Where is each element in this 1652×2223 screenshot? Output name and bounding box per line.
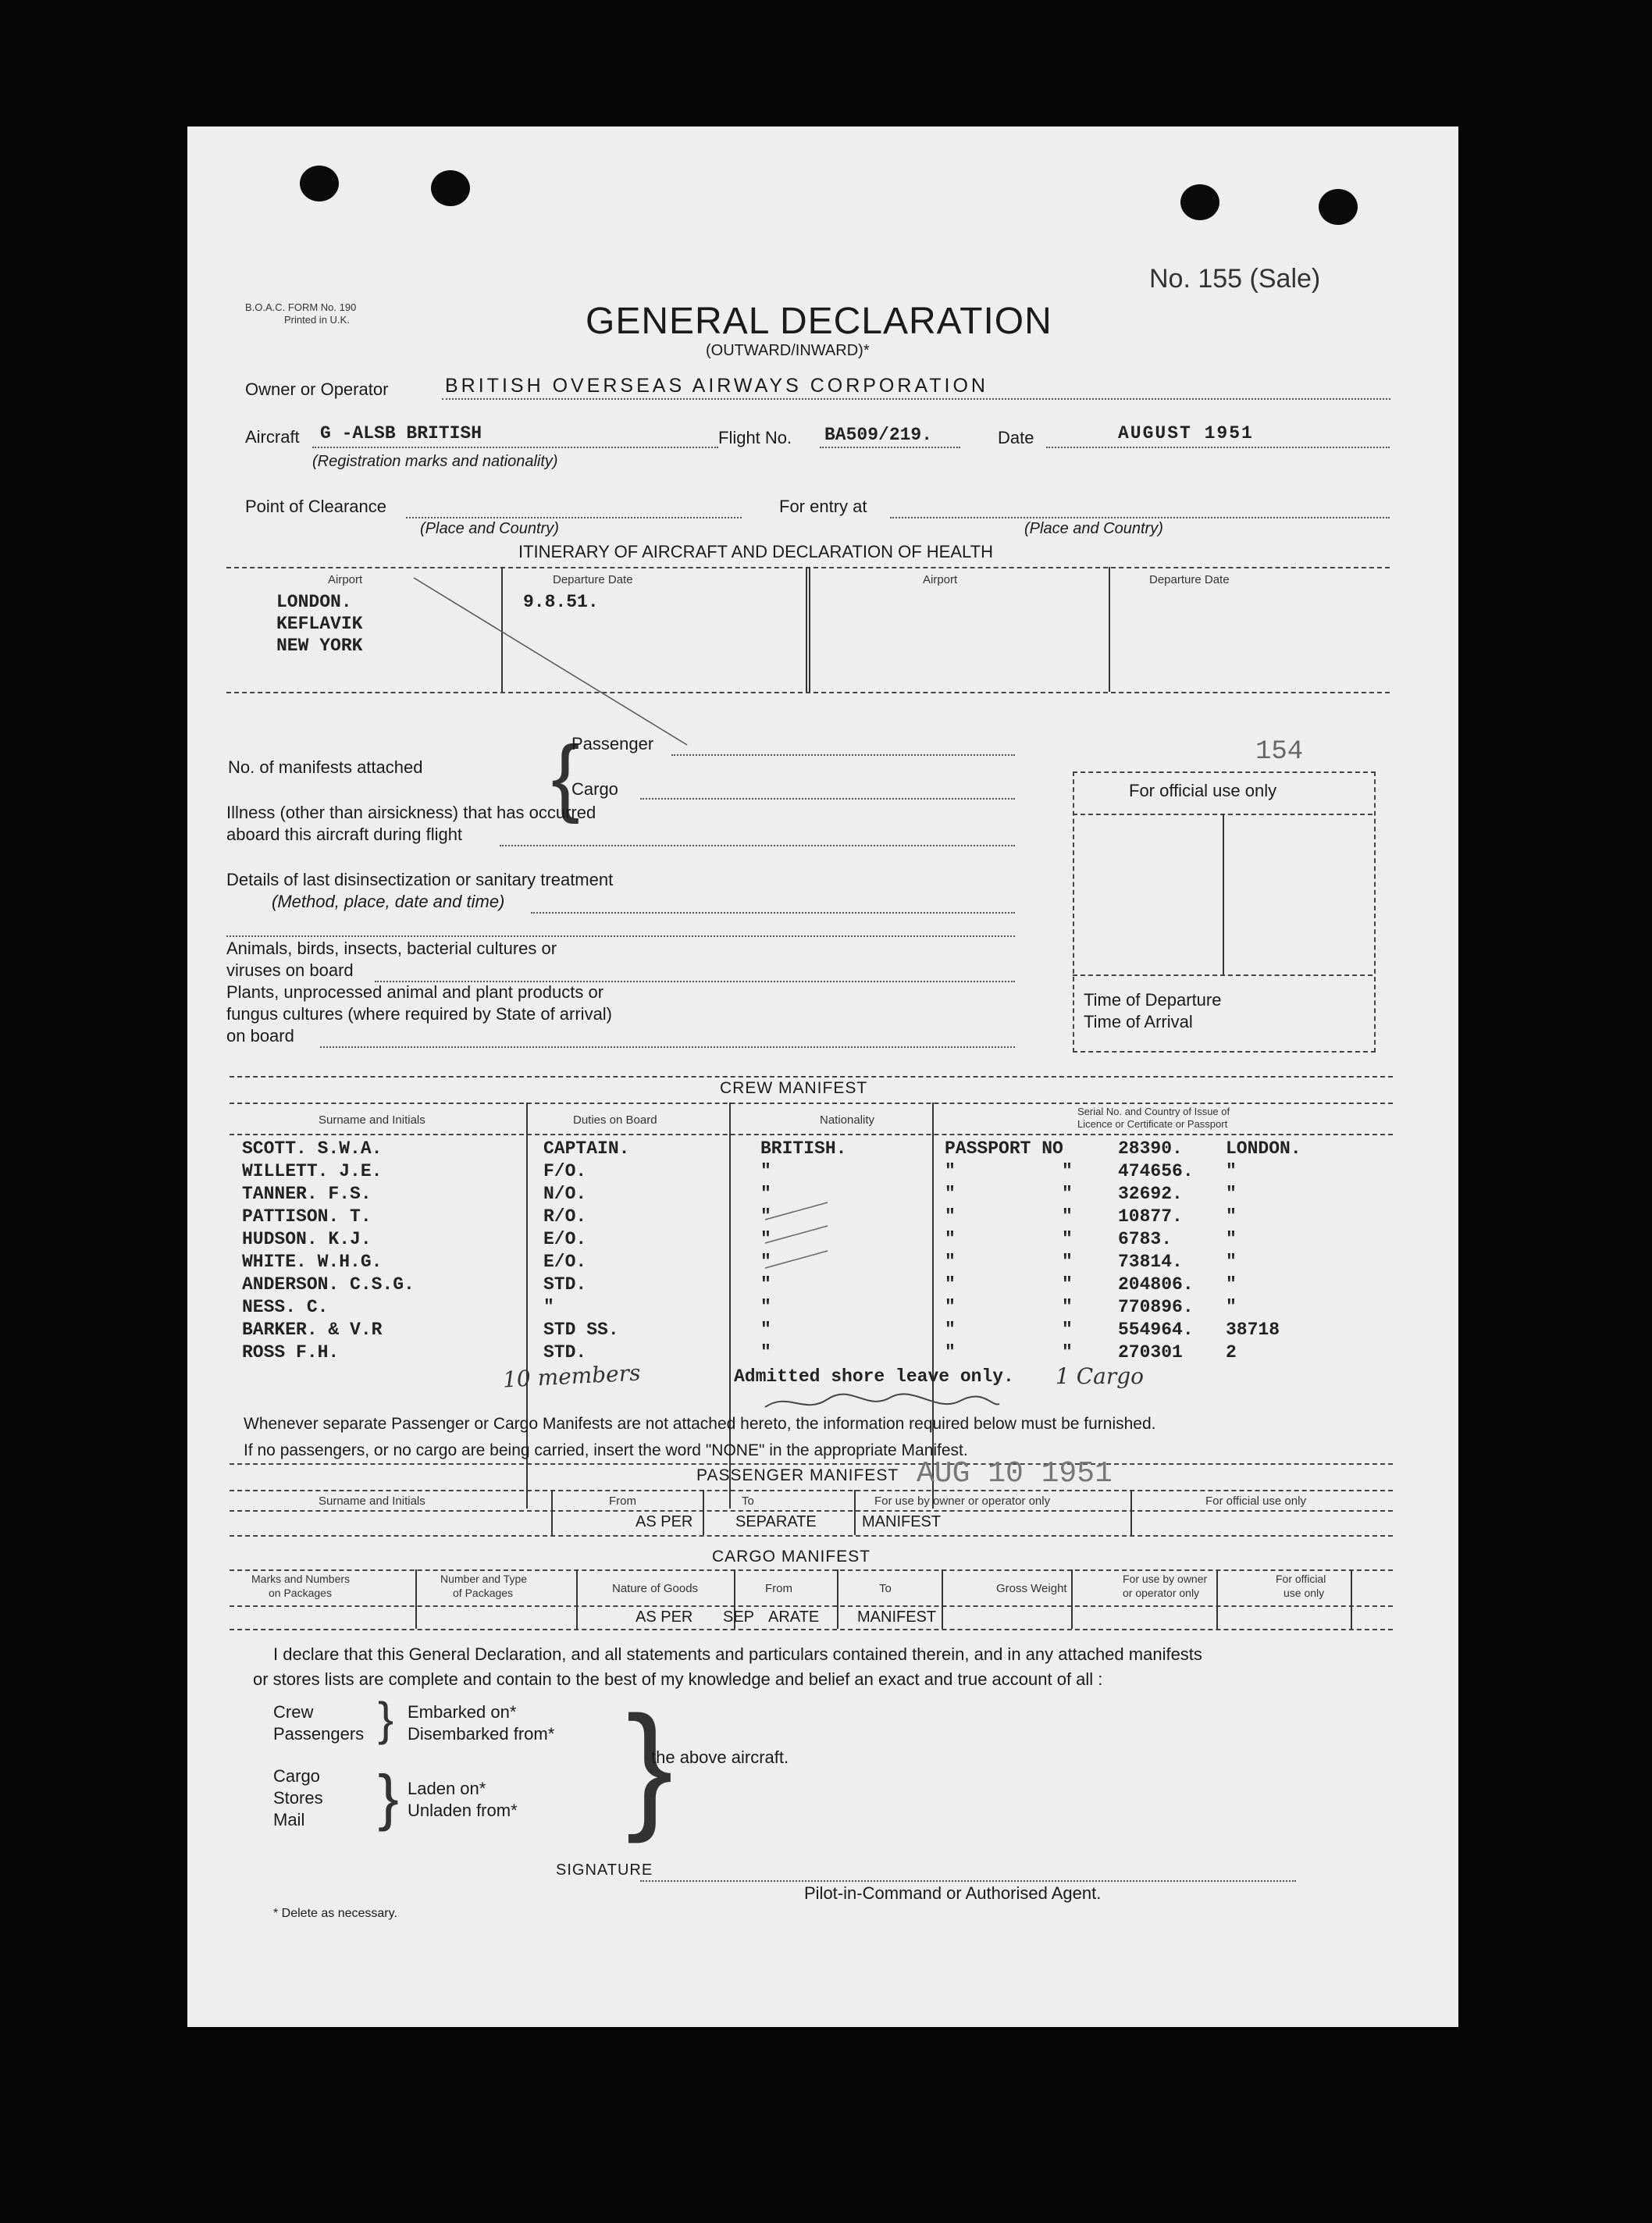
cargo-label: Cargo [273, 1766, 320, 1786]
itinerary-airport-1: LONDON. [276, 592, 352, 612]
crew-col-duties: Duties on Board [573, 1113, 657, 1127]
cargo-entry-2: SEP [723, 1608, 755, 1626]
plants-question-3: on board [226, 1026, 294, 1046]
passenger-entry-3: MANIFEST [862, 1513, 942, 1530]
cargo-col-official-2: use only [1284, 1587, 1325, 1599]
crew-passport-number: 10877. [1118, 1206, 1183, 1227]
itinerary-title: ITINERARY OF AIRCRAFT AND DECLARATION OF HEALTH [518, 542, 993, 561]
crew-passport-col-2: " [1062, 1342, 1073, 1363]
clearance-note: (Place and Country) [420, 520, 559, 537]
crew-name: ANDERSON. C.S.G. [242, 1274, 415, 1295]
crew-passport-col-1: PASSPORT NO [945, 1138, 1063, 1159]
crew-passport-col-1: " [945, 1274, 956, 1295]
form-reference: B.O.A.C. FORM No. 190 [245, 301, 357, 313]
crew-passport-col-3: " [1226, 1206, 1237, 1227]
crew-passport-number: 770896. [1118, 1297, 1194, 1317]
shore-leave-note: Admitted shore leave only. [734, 1366, 1014, 1387]
crew-nationality: " [760, 1229, 771, 1249]
cargo-manifest-label: Cargo [571, 779, 618, 799]
crew-passport-col-3: " [1226, 1252, 1237, 1272]
crew-passport-col-3: " [1226, 1184, 1237, 1204]
crew-passport-number: 554964. [1118, 1320, 1194, 1340]
cargo-col-owner: For use by owner [1123, 1573, 1208, 1585]
passenger-col-name: Surname and Initials [319, 1494, 425, 1508]
crew-passport-col-3: " [1226, 1161, 1237, 1181]
cargo-entry-4: MANIFEST [857, 1608, 937, 1626]
crew-passport-col-1: " [945, 1297, 956, 1317]
passenger-entry-2: SEPARATE [735, 1513, 817, 1530]
form-number: No. 155 (Sale) [1149, 264, 1321, 294]
crew-name: NESS. C. [242, 1297, 329, 1317]
crew-nationality: " [760, 1320, 771, 1340]
crew-duty: F/O. [543, 1161, 587, 1181]
ditto-strokes [734, 1134, 1015, 1368]
crew-passport-number: 474656. [1118, 1161, 1194, 1181]
instructions-line-2: If no passengers, or no cargo are being carried, insert the word "NONE" in the appropriate Manifest. [244, 1441, 968, 1459]
aircraft-label: Aircraft [245, 427, 300, 447]
crew-nationality: " [760, 1184, 771, 1204]
declaration-form-page [187, 126, 1458, 2027]
crew-duty: N/O. [543, 1184, 587, 1204]
crew-col-name: Surname and Initials [319, 1113, 425, 1127]
crew-passport-col-1: " [945, 1229, 956, 1249]
illness-question-2: aboard this aircraft during flight [226, 825, 463, 844]
crew-passport-col-3: " [1226, 1274, 1237, 1295]
crew-passport-col-2: " [1062, 1320, 1073, 1340]
passenger-entry-1: AS PER [636, 1513, 693, 1530]
cargo-entry-3: ARATE [768, 1608, 820, 1626]
passenger-col-official: For official use only [1205, 1494, 1306, 1508]
declaration-line-2: or stores lists are complete and contain to the best of my knowledge and belief an exact and true account of all : [253, 1669, 1103, 1689]
cargo-col-to: To [879, 1582, 892, 1595]
crew-passport-number: 73814. [1118, 1252, 1183, 1272]
itinerary-airport-2: KEFLAVIK [276, 614, 363, 634]
disinsect-note: (Method, place, date and time) [272, 892, 505, 911]
signature-label: SIGNATURE [556, 1861, 653, 1879]
date-stamp: AUG 10 1951 [917, 1457, 1113, 1491]
crew-passport-col-3: " [1226, 1229, 1237, 1249]
brace-icon: { [551, 729, 580, 825]
cargo-col-official: For official [1276, 1573, 1326, 1585]
crew-nationality: " [760, 1252, 771, 1272]
crew-passport-col-2: " [1062, 1184, 1073, 1204]
entry-label: For entry at [779, 497, 867, 516]
crew-nationality: " [760, 1274, 771, 1295]
crew-col-passport: Serial No. and Country of Issue of [1077, 1106, 1230, 1117]
crew-name: ROSS F.H. [242, 1342, 340, 1363]
plants-question-2: fungus cultures (where required by State of arrival) [226, 1004, 613, 1024]
crew-name: TANNER. F.S. [242, 1184, 372, 1204]
official-use-title: For official use only [1129, 781, 1277, 800]
crew-passport-number: 28390. [1118, 1138, 1183, 1159]
footnote: * Delete as necessary. [273, 1907, 397, 1920]
crew-col-nationality: Nationality [820, 1113, 875, 1127]
crew-passport-col-1: " [945, 1342, 956, 1363]
cargo-col-owner-2: or operator only [1123, 1587, 1200, 1599]
strike-through-line [187, 126, 1458, 751]
crew-passport-col-2: " [1062, 1274, 1073, 1295]
signatory-label: Pilot-in-Command or Authorised Agent. [804, 1883, 1102, 1903]
plants-question: Plants, unprocessed animal and plant products or [226, 982, 604, 1002]
animals-question: Animals, birds, insects, bacterial cultures or [226, 939, 557, 958]
above-aircraft-label: the above aircraft. [651, 1747, 789, 1767]
itinerary-airport-3: NEW YORK [276, 636, 363, 656]
flight-label: Flight No. [718, 428, 792, 447]
crew-duty: E/O. [543, 1252, 587, 1272]
crew-passport-col-3: " [1226, 1297, 1237, 1317]
crew-passport-col-1: " [945, 1184, 956, 1204]
itinerary-departure-date: 9.8.51. [523, 592, 599, 612]
entry-note: (Place and Country) [1024, 520, 1163, 537]
crew-passport-col-1: " [945, 1206, 956, 1227]
page-subtitle: (OUTWARD/INWARD)* [706, 342, 870, 359]
crew-manifest-title: CREW MANIFEST [720, 1079, 868, 1097]
brace-icon: } [378, 1693, 394, 1745]
cargo-col-weight: Gross Weight [996, 1582, 1067, 1595]
brace-icon: } [626, 1687, 674, 1844]
date-label: Date [998, 428, 1034, 447]
stamp-number: 154 [1255, 737, 1304, 767]
crew-nationality: " [760, 1342, 771, 1363]
time-of-departure-label: Time of Departure [1084, 990, 1222, 1010]
aircraft-note: (Registration marks and nationality) [312, 453, 558, 470]
crew-col-passport-2: Licence or Certificate or Passport [1077, 1118, 1228, 1130]
crew-passport-col-3: 38718 [1226, 1320, 1280, 1340]
crew-nationality: BRITISH. [760, 1138, 847, 1159]
crew-passport-number: 32692. [1118, 1184, 1183, 1204]
passenger-col-to: To [742, 1494, 754, 1508]
cargo-col-nature: Nature of Goods [612, 1582, 699, 1595]
crew-passport-number: 204806. [1118, 1274, 1194, 1295]
crew-duty: STD. [543, 1342, 587, 1363]
crew-passport-col-2: " [1062, 1229, 1073, 1249]
clearance-label: Point of Clearance [245, 497, 386, 516]
crew-label: Crew [273, 1702, 314, 1722]
crew-passport-col-2: " [1062, 1206, 1073, 1227]
crew-passport-col-2: " [1062, 1161, 1073, 1181]
illness-question: Illness (other than airsickness) that has occurred [226, 803, 596, 822]
crew-passport-col-3: LONDON. [1226, 1138, 1301, 1159]
declaration-line-1: I declare that this General Declaration, and all statements and particulars contained therein, and in any attached manifests [273, 1644, 1202, 1664]
crew-name: HUDSON. K.J. [242, 1229, 372, 1249]
passenger-col-from: From [609, 1494, 636, 1508]
crew-nationality: " [760, 1161, 771, 1181]
crew-nationality: " [760, 1297, 771, 1317]
cargo-col-marks-2: on Packages [269, 1587, 332, 1599]
laden-label: Laden on* [408, 1779, 486, 1798]
crew-passport-col-1: " [945, 1320, 956, 1340]
crew-duty: E/O. [543, 1229, 587, 1249]
owner-label: Owner or Operator [245, 379, 389, 399]
crew-name: PATTISON. T. [242, 1206, 372, 1227]
crew-passport-number: 270301 [1118, 1342, 1183, 1363]
crew-name: SCOTT. S.W.A. [242, 1138, 383, 1159]
crew-name: WILLETT. J.E. [242, 1161, 383, 1181]
embarked-label: Embarked on* [408, 1702, 517, 1722]
crew-duty: CAPTAIN. [543, 1138, 630, 1159]
disembarked-label: Disembarked from* [408, 1724, 555, 1744]
crew-passport-col-2: " [1062, 1297, 1073, 1317]
cargo-note: 1 Cargo [1056, 1363, 1144, 1389]
animals-question-2: viruses on board [226, 960, 354, 980]
members-note: 10 members [502, 1359, 642, 1393]
crew-passport-number: 6783. [1118, 1229, 1173, 1249]
crew-nationality: " [760, 1206, 771, 1227]
crew-duty: STD. [543, 1274, 587, 1295]
flight-value: BA509/219. [824, 425, 933, 445]
itinerary-col-airport: Airport [328, 573, 363, 586]
mail-label: Mail [273, 1810, 305, 1829]
itinerary-col-departure: Departure Date [553, 573, 633, 586]
passenger-manifest-title: PASSENGER MANIFEST [696, 1466, 899, 1484]
crew-name: BARKER. & V.R [242, 1320, 383, 1340]
cargo-col-marks: Marks and Numbers [251, 1573, 351, 1585]
itinerary-col-departure-2: Departure Date [1149, 573, 1230, 586]
cargo-entry-1: AS PER [636, 1608, 693, 1626]
time-of-arrival-label: Time of Arrival [1084, 1012, 1193, 1031]
cargo-col-number: Number and Type [440, 1573, 528, 1585]
crew-duty: STD SS. [543, 1320, 619, 1340]
crew-passport-col-1: " [945, 1252, 956, 1272]
itinerary-col-airport-2: Airport [923, 573, 958, 586]
passengers-label: Passengers [273, 1724, 365, 1744]
crew-name: WHITE. W.H.G. [242, 1252, 383, 1272]
cargo-col-number-2: of Packages [453, 1587, 514, 1599]
disinsect-question: Details of last disinsectization or sanitary treatment [226, 870, 614, 889]
printed-in: Printed in U.K. [284, 314, 350, 326]
unladen-label: Unladen from* [408, 1801, 518, 1820]
passenger-col-owner: For use by owner or operator only [874, 1494, 1051, 1508]
manifests-label: No. of manifests attached [228, 757, 423, 777]
crew-passport-col-2: " [1062, 1252, 1073, 1272]
owner-value: BRITISH OVERSEAS AIRWAYS CORPORATION [445, 375, 988, 397]
date-value: AUGUST 1951 [1118, 423, 1254, 444]
cargo-col-from: From [765, 1582, 792, 1595]
page-title: GENERAL DECLARATION [586, 301, 1052, 342]
crew-duty: R/O. [543, 1206, 587, 1227]
instructions-line-1: Whenever separate Passenger or Cargo Manifests are not attached hereto, the information required below must be furnished. [244, 1415, 1156, 1433]
crew-passport-col-3: 2 [1226, 1342, 1237, 1363]
passenger-manifest-label: Passenger [571, 734, 654, 753]
brace-icon: } [378, 1762, 399, 1832]
crew-passport-col-1: " [945, 1161, 956, 1181]
cargo-manifest-title: CARGO MANIFEST [712, 1548, 871, 1566]
stores-label: Stores [273, 1788, 323, 1808]
crew-duty: " [543, 1297, 554, 1317]
aircraft-value: G -ALSB BRITISH [320, 423, 482, 444]
